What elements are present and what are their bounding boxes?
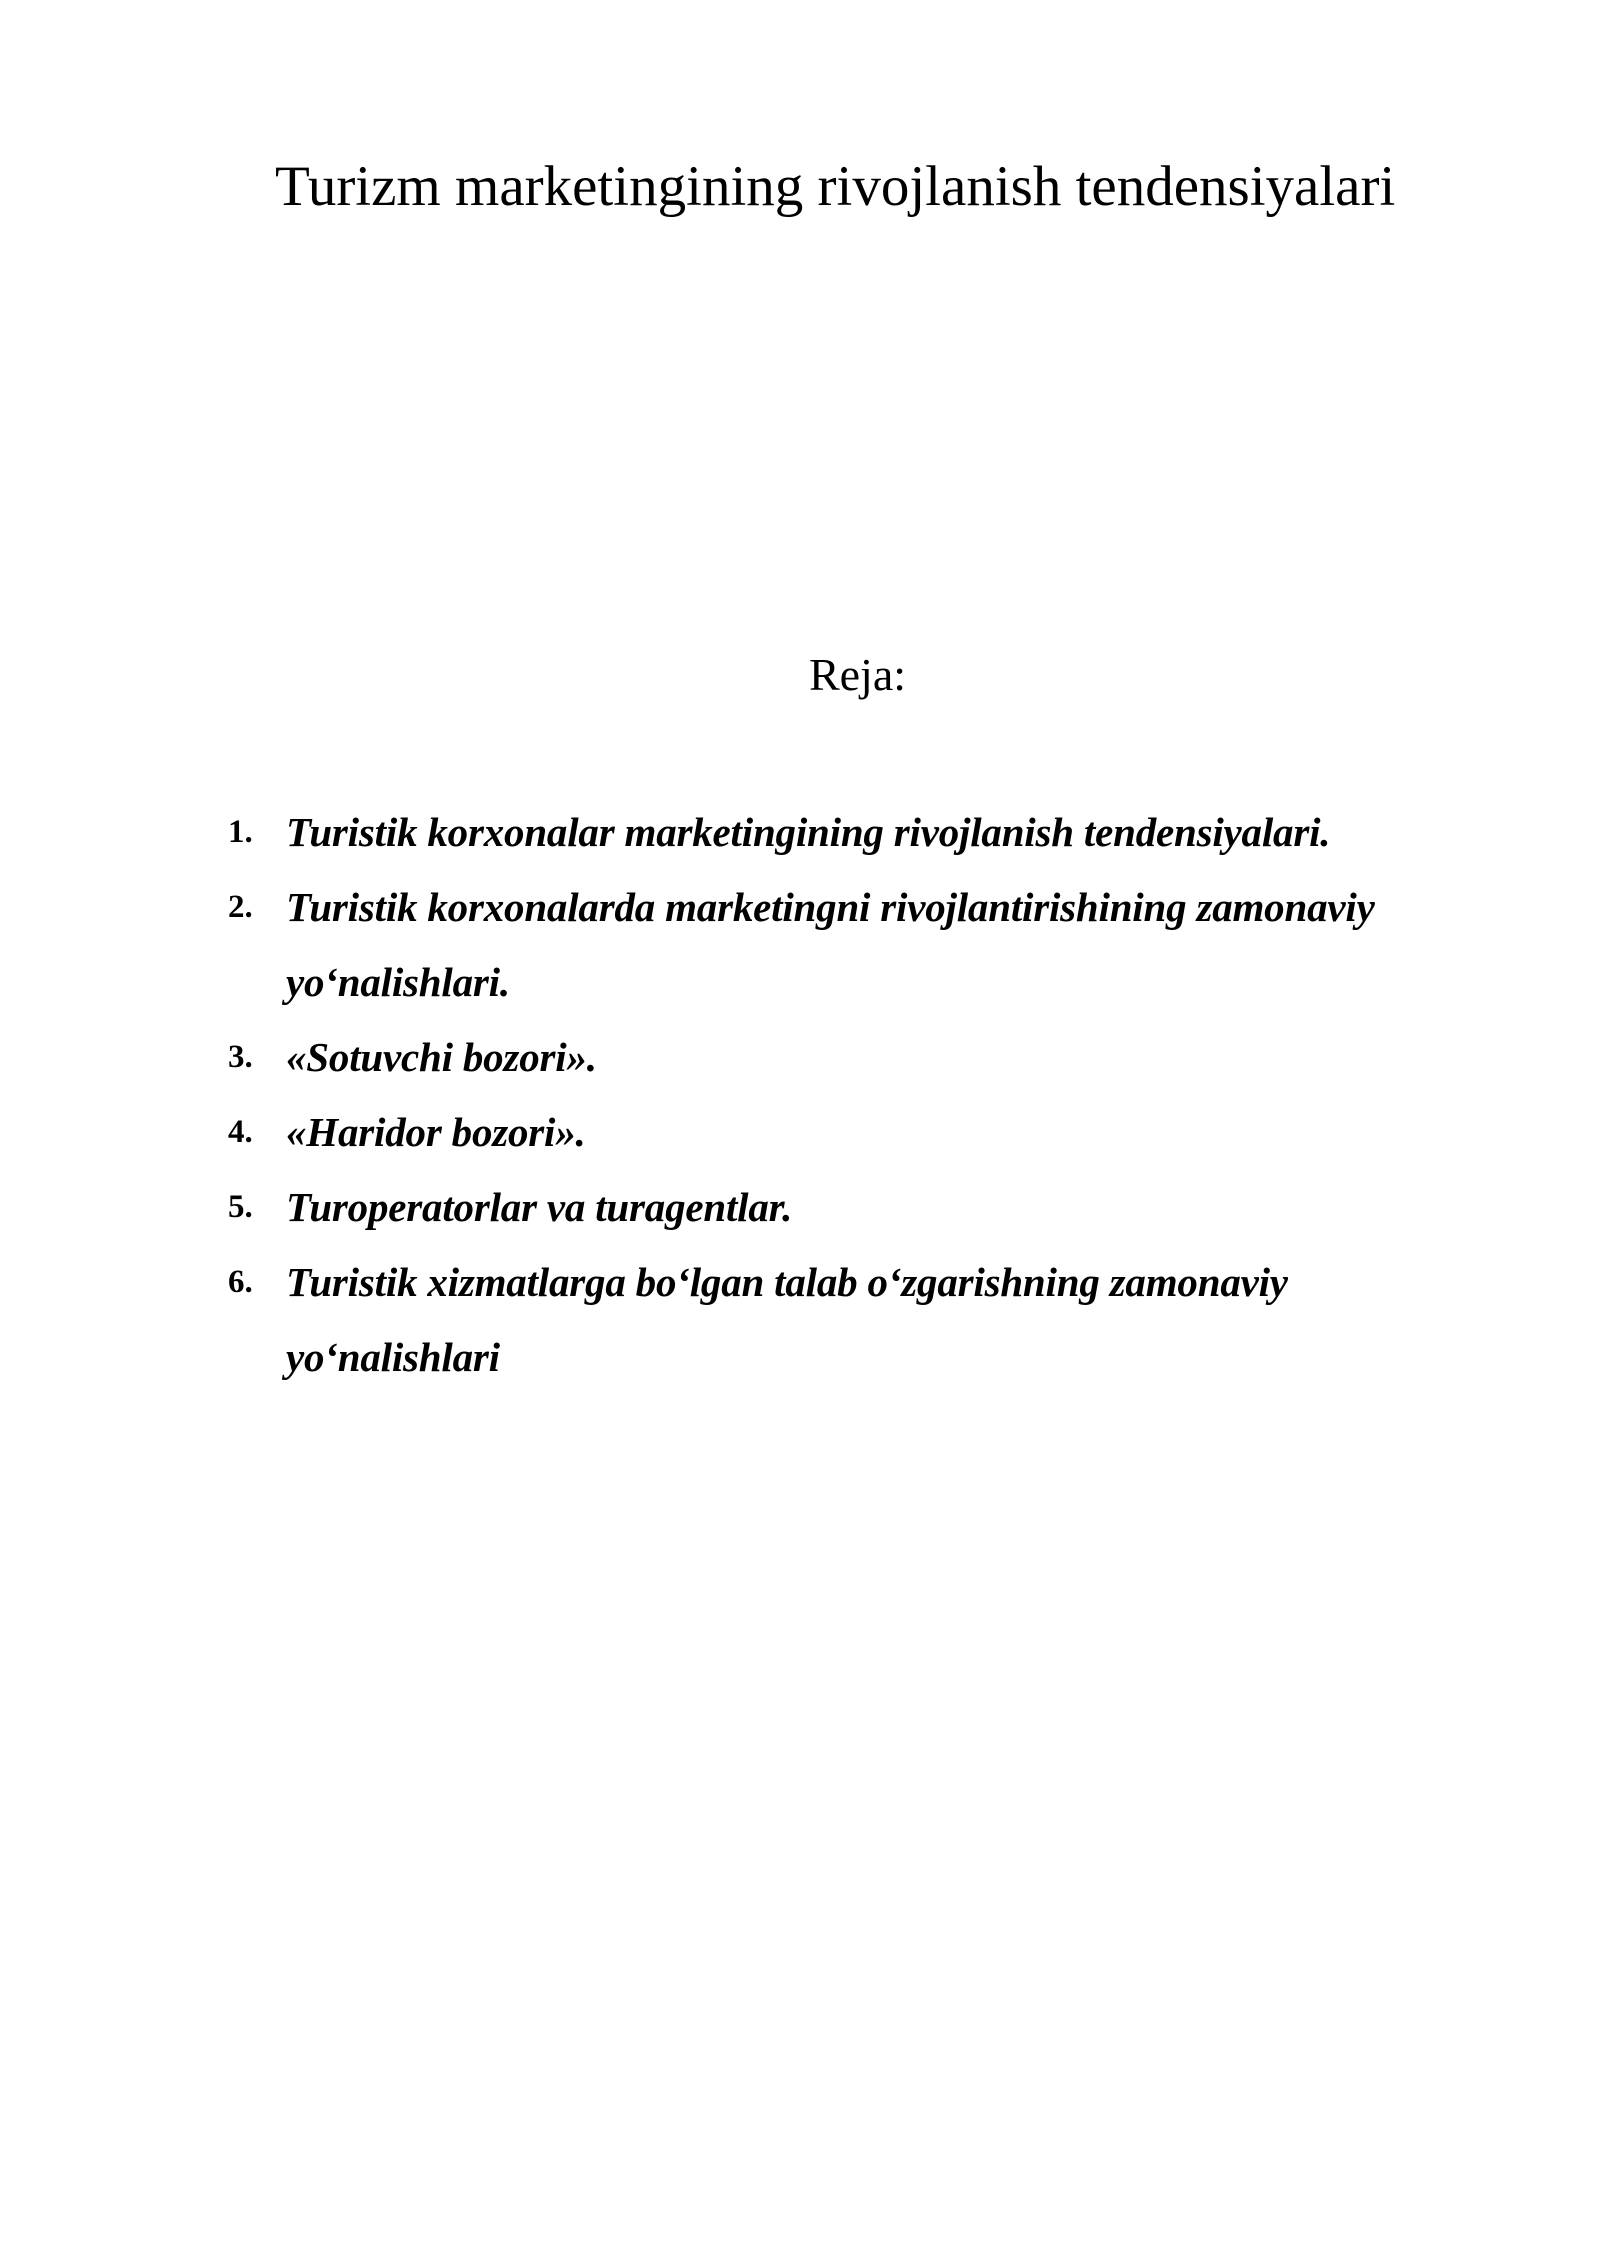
plan-item-number: 2. [228,889,253,925]
plan-item-text: Turoperatorlar va turagentlar. [286,1184,793,1230]
plan-item-number: 5. [228,1189,253,1225]
plan-heading: Reja: [808,649,907,700]
plan-item-number: 3. [228,1039,253,1075]
plan-item-text: Turistik xizmatlarga bo‘lgan talab o‘zgarishning zamonaviy yo‘nalishlari [286,1259,1288,1380]
plan-item-text: Turistik korxonalar marketingining rivojlanish tendensiyalari. [286,809,1331,855]
plan-item-number: 6. [228,1264,253,1300]
plan-item-number: 1. [228,814,253,850]
plan-item [228,870,1458,1020]
plan-item [228,795,1458,870]
plan-item-text: Turistik korxonalarda marketingni rivojlantirishining zamonaviy yo‘nalishlari. [286,884,1375,1005]
plan-item-number: 4. [228,1114,253,1150]
plan-item-text: «Haridor bozori». [286,1109,586,1155]
plan-item [228,1095,1458,1170]
plan-item-text: «Sotuvchi bozori». [286,1034,597,1080]
document-title: Turizm marketingining rivojlanish tendensiyalari [275,155,1396,218]
plan-list [228,795,1458,1395]
plan-item [228,1020,1458,1095]
plan-item [228,1245,1458,1395]
plan-item [228,1170,1458,1245]
